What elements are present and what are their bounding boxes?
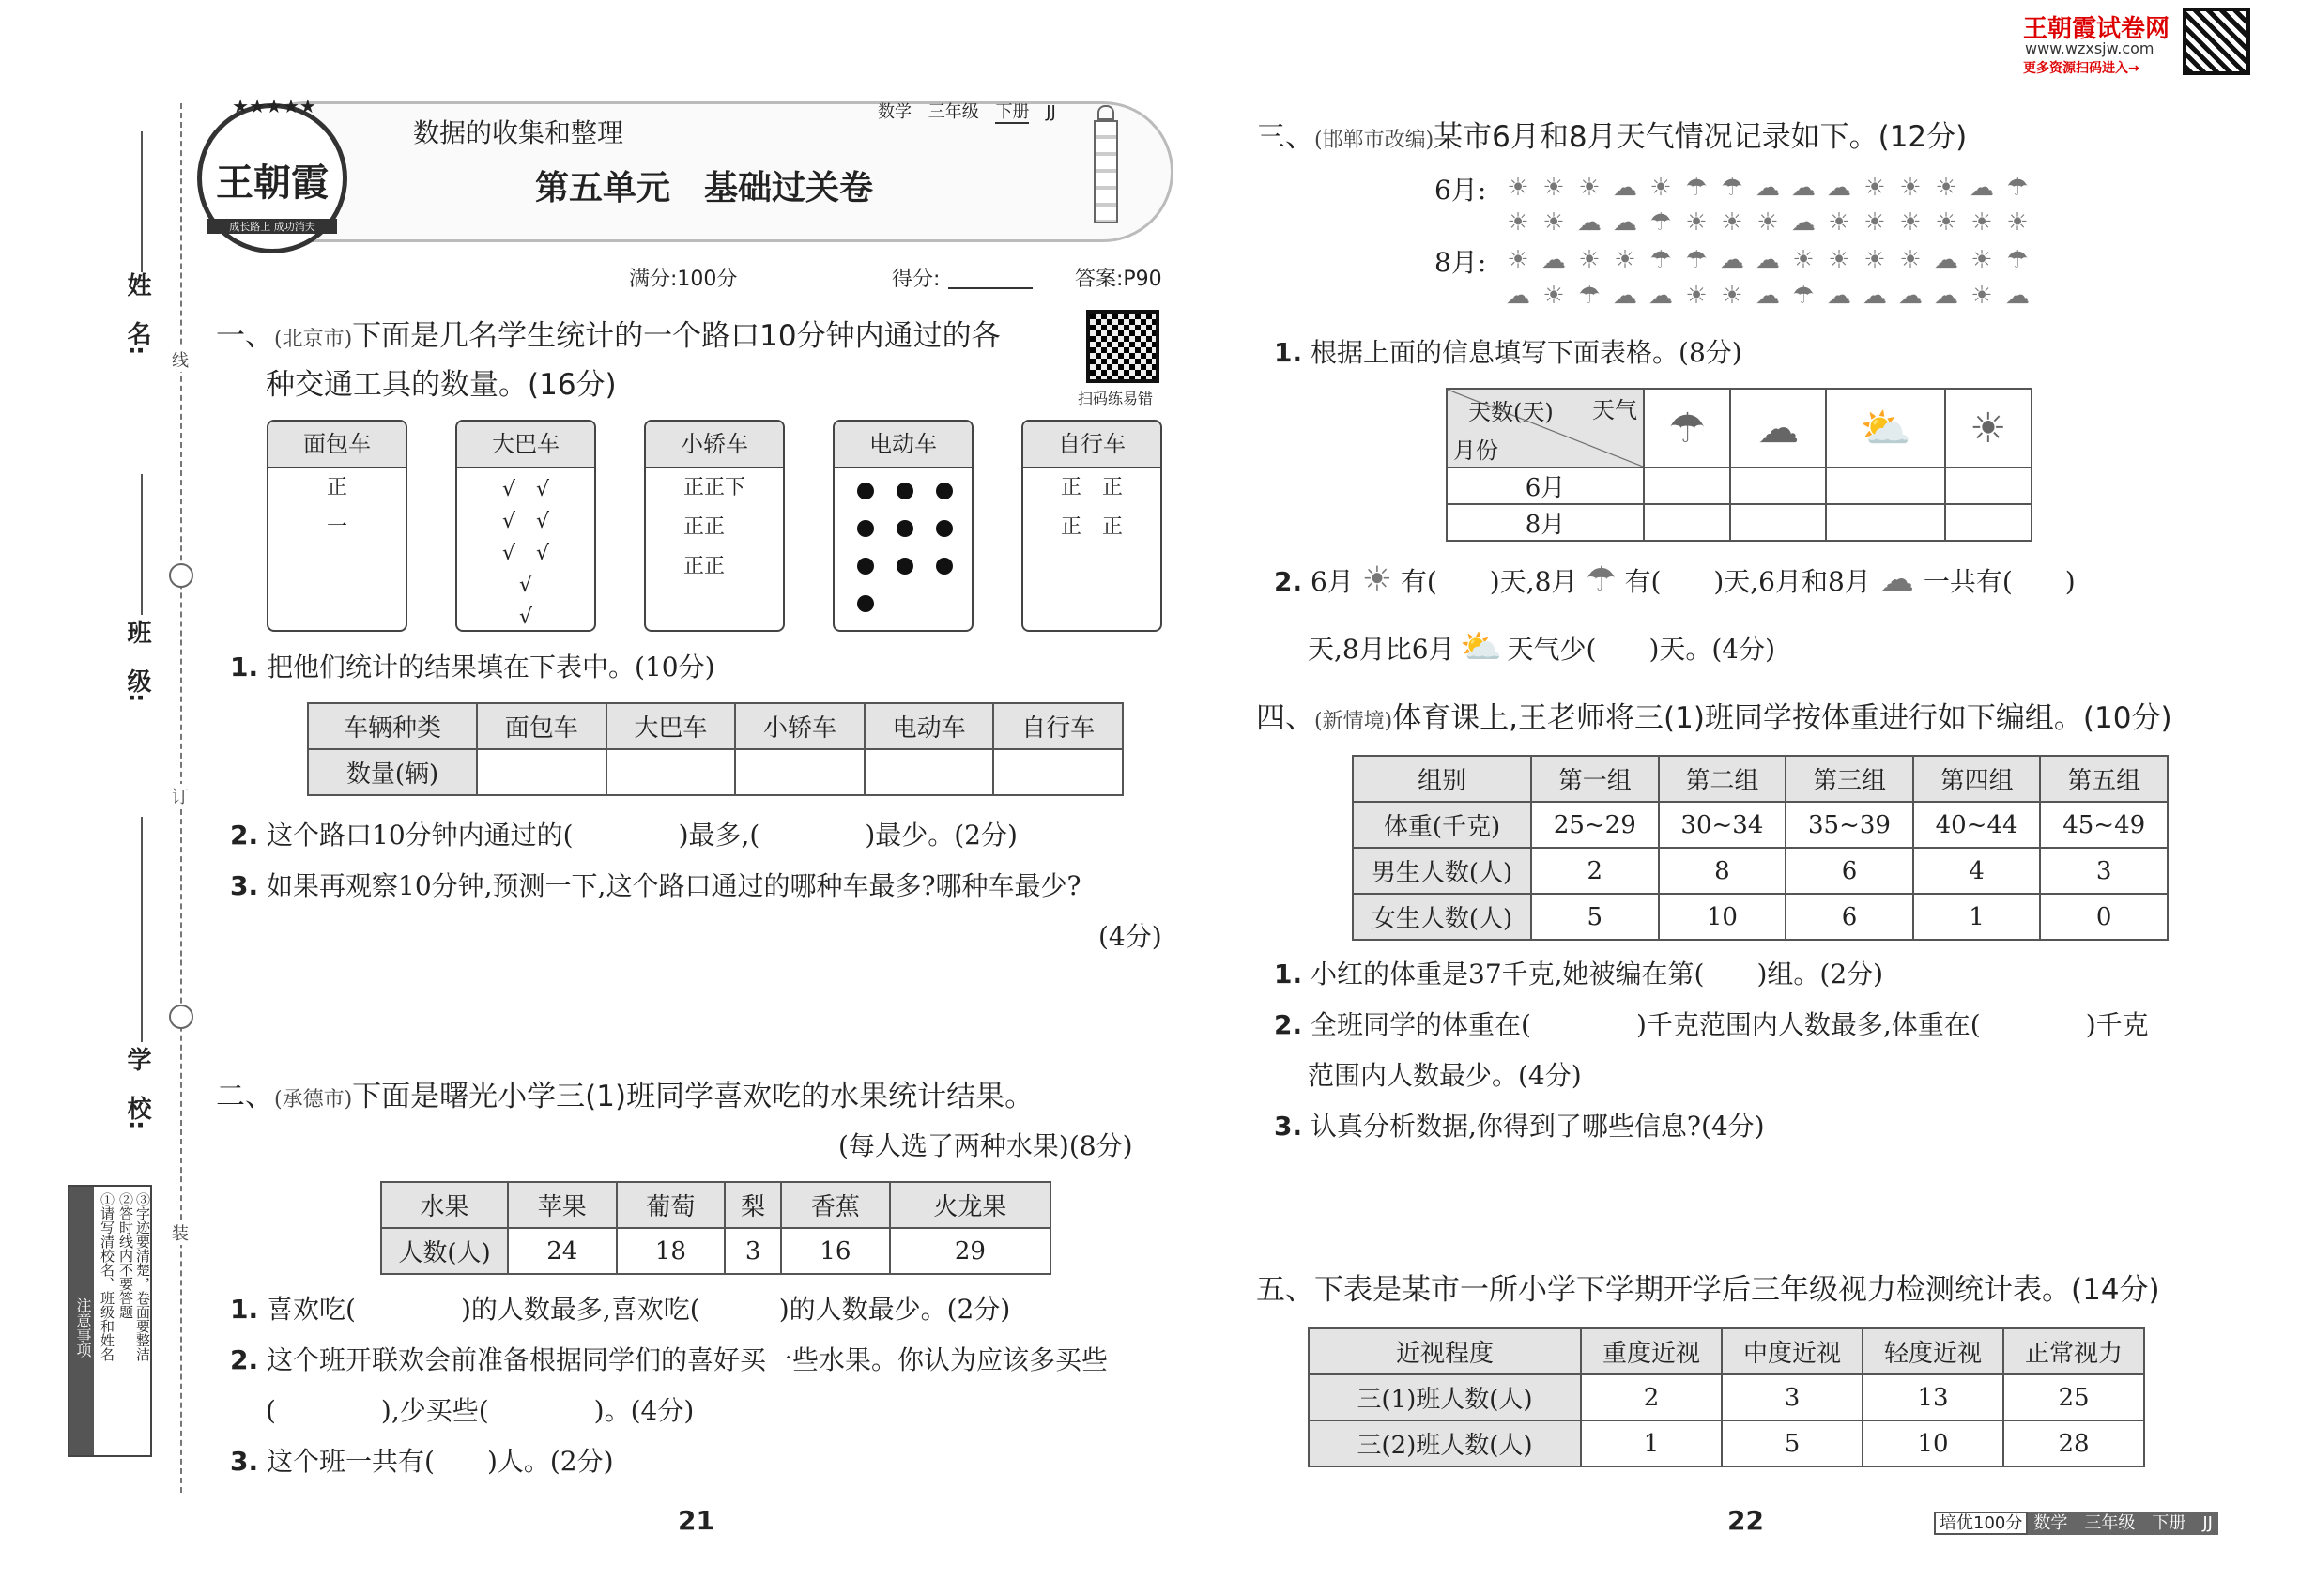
cell: 4	[1913, 848, 2041, 894]
logo-text: 王朝霞	[216, 161, 329, 205]
note-2: ②答时线内不要答题	[117, 1192, 134, 1319]
s1-heading	[216, 317, 1001, 359]
q-text: 这个班一共有( )人。(2分)	[267, 1446, 614, 1477]
card-minibus	[267, 420, 407, 632]
cell: 大巴车	[606, 703, 736, 749]
answer-cell[interactable]	[1826, 468, 1944, 504]
q-num: 2.	[1274, 566, 1303, 597]
cell: 3	[725, 1228, 781, 1274]
q-num: 1.	[1274, 337, 1303, 368]
s1-q3	[230, 869, 1081, 903]
q-text-4: 一共有( )	[1923, 566, 2076, 597]
card-ebike	[833, 420, 974, 632]
cell: 35~39	[1786, 802, 1913, 848]
s1-q2	[230, 819, 1018, 852]
answer-cell[interactable]	[1826, 504, 1944, 541]
sun-icon: ☀	[1542, 282, 1565, 310]
tag-edition: JJ	[1046, 102, 1056, 122]
card-tally: 正 一	[326, 476, 347, 539]
cell: 1	[1913, 894, 2041, 940]
rain-icon: ☂	[1721, 174, 1743, 202]
cell: 8	[1659, 848, 1786, 894]
cell: 30~34	[1659, 802, 1786, 848]
card-title: 自行车	[1023, 422, 1160, 468]
cell: 6	[1786, 848, 1913, 894]
brand-qr-icon[interactable]	[2183, 8, 2250, 75]
s5-text: 下表是某市一所小学下学期开学后三年级视力检测统计表。(14分)	[1314, 1273, 2160, 1307]
logo-stars-icon: ★★★★★	[232, 95, 316, 117]
s1-table	[307, 702, 1124, 796]
q-text: 如果再观察10分钟,预测一下,这个路口通过的哪种车最多?哪种车最少?	[267, 870, 1081, 901]
sun-icon: ☀	[1542, 208, 1565, 237]
tally-dot	[936, 558, 953, 575]
sun-icon: ☀	[1361, 560, 1392, 599]
cell: 24	[508, 1228, 617, 1274]
s4-q2-line2: 范围内人数最少。(4分)	[1308, 1060, 1582, 1091]
cell: 5	[1531, 894, 1659, 940]
cell: 中度近视	[1722, 1328, 1863, 1374]
s2-text: 下面是曙光小学三(1)班同学喜欢吃的水果统计结果。	[352, 1080, 1035, 1113]
cell: 电动车	[865, 703, 994, 749]
q-text: 小红的体重是37千克,她被编在第( )组。(2分)	[1311, 959, 1884, 990]
cell: 第四组	[1913, 756, 2041, 802]
cell: 0	[2040, 894, 2168, 940]
cut-mark-1: 线	[172, 347, 189, 372]
qr-caption: 扫码练易错	[1078, 390, 1154, 407]
sun-icon: ☀	[1685, 208, 1708, 237]
rain-icon: ☂	[1649, 246, 1672, 274]
cell: 29	[890, 1228, 1050, 1274]
rain-icon: ☂	[2006, 174, 2029, 202]
cut-mark-3: 装	[172, 1220, 189, 1245]
cloud-icon: ☁	[1934, 246, 1958, 274]
q-text-5: 天,8月比6月	[1308, 634, 1455, 665]
s1-text1: 下面是几名学生统计的一个路口10分钟内通过的各	[352, 319, 1001, 353]
cell: 轻度近视	[1863, 1328, 2003, 1374]
s5-table	[1308, 1327, 2145, 1467]
rain-icon: ☂	[1578, 282, 1601, 310]
cell: 25~29	[1531, 802, 1659, 848]
card-tally: √ √ √ √ √ √ √ √	[501, 478, 550, 629]
q-text: 认真分析数据,你得到了哪些信息?(4分)	[1311, 1111, 1765, 1142]
q-num: 3.	[1274, 1111, 1303, 1142]
card-car	[644, 420, 785, 632]
cloud-icon: ☁	[2005, 282, 2030, 310]
cell: 车辆种类	[308, 703, 477, 749]
sun-icon: ☀	[1721, 282, 1743, 310]
june-label: 6月:	[1434, 175, 1487, 206]
cell: 香蕉	[781, 1182, 890, 1228]
cell: 女生人数(人)	[1353, 894, 1531, 940]
sun-icon: ☀	[1614, 246, 1636, 274]
cloud-icon: ☁	[1898, 282, 1923, 310]
card-title: 大巴车	[457, 422, 594, 468]
sun-icon: ☀	[1899, 208, 1922, 237]
cell: 自行车	[993, 703, 1123, 749]
cloud-icon: ☁	[1613, 282, 1637, 310]
aug-weather-row-2	[1500, 282, 2035, 310]
q-text-2: 有( )天,8月	[1400, 566, 1578, 597]
q-num: 2.	[230, 820, 259, 851]
logo	[197, 95, 347, 253]
cut-mark-2: 订	[172, 784, 189, 808]
q-text: 全班同学的体重在( )千克范围内人数最多,体重在( )千克	[1311, 1009, 2149, 1040]
cell: 人数(人)	[381, 1228, 508, 1274]
card-bus	[455, 420, 596, 632]
q-text: 把他们统计的结果填在下表中。(10分)	[267, 652, 715, 683]
cloud-icon: ☁	[1970, 174, 1994, 202]
sun-icon: ☀	[1970, 246, 1993, 274]
cell: 数量(辆)	[308, 749, 477, 795]
cell: 25	[2003, 1374, 2144, 1420]
tally-dot	[897, 558, 913, 575]
note-3: ③字迹要清楚，卷面要整洁	[134, 1192, 151, 1361]
cell: 2	[1531, 848, 1659, 894]
notes-box	[68, 1185, 152, 1457]
s4-source: (新情境)	[1314, 710, 1393, 733]
s2-head: 二、	[216, 1080, 274, 1113]
rain-icon: ☂	[2006, 246, 2029, 274]
s4-heading	[1256, 699, 2172, 741]
tally-dot	[857, 558, 874, 575]
sun-icon: ☀	[1542, 174, 1565, 202]
cloud-icon: ☁	[1613, 174, 1637, 202]
corner-cell	[1447, 389, 1644, 468]
s3-head: 三、	[1256, 120, 1314, 154]
s4-head: 四、	[1256, 701, 1314, 735]
cell: 近视程度	[1309, 1328, 1581, 1374]
q-text-1: 6月	[1311, 566, 1354, 597]
s1-q3-score: (4分)	[1098, 921, 1162, 952]
s1-q1	[230, 651, 715, 684]
tally-dot	[857, 483, 874, 499]
sun-icon: ☀	[1649, 174, 1672, 202]
s4-text: 体育课上,王老师将三(1)班同学按体重进行如下编组。(10分)	[1392, 701, 2172, 735]
cell: 2	[1581, 1374, 1722, 1420]
tally-dot	[936, 520, 953, 537]
corner-month: 月份	[1453, 437, 1498, 464]
sun-icon: ☀	[1828, 208, 1850, 237]
cloud-icon: ☁	[1827, 282, 1851, 310]
corner-weather: 天气	[1592, 397, 1637, 423]
s2-q2-line2: ( ),少买些( )。(4分)	[266, 1395, 695, 1426]
footer-tag	[1934, 1510, 2218, 1534]
cell: 40~44	[1913, 802, 2041, 848]
rain-icon: ☂	[1792, 282, 1815, 310]
s5-head: 五、	[1256, 1273, 1314, 1307]
s2-q1	[230, 1293, 1010, 1327]
cloud-icon: ☁	[1863, 282, 1887, 310]
answer-cell[interactable]	[606, 749, 736, 795]
brand-name: 王朝霞试卷网	[2023, 15, 2170, 43]
q-text: 这个路口10分钟内通过的( )最多,( )最少。(2分)	[267, 820, 1018, 851]
cloud-icon: ☁	[1756, 246, 1780, 274]
sun-icon: ☀	[1863, 208, 1886, 237]
cell: 正常视力	[2003, 1328, 2144, 1374]
partly-sunny-icon: ⛅	[1460, 628, 1502, 667]
rain-icon: ☂	[1586, 560, 1617, 599]
lighthouse-icon	[1089, 105, 1123, 227]
answer-cell[interactable]	[865, 749, 994, 795]
sun-icon: ☀	[1828, 246, 1850, 274]
sun-icon: ☀	[1578, 246, 1601, 274]
s4-q3	[1274, 1110, 1765, 1143]
s4-q2	[1274, 1008, 2149, 1042]
cell: 火龙果	[890, 1182, 1050, 1228]
tally-dot	[897, 483, 913, 499]
sun-icon: ☀	[1935, 208, 1957, 237]
rain-icon: ☂	[1685, 246, 1708, 274]
s2-table	[380, 1181, 1051, 1275]
cloud-icon: ☁	[1791, 174, 1816, 202]
cloud-icon: ☁	[1730, 389, 1826, 468]
cloud-icon: ☁	[1506, 282, 1530, 310]
cloud-icon: ☁	[1934, 282, 1958, 310]
cell: 28	[2003, 1420, 2144, 1466]
q-num: 3.	[230, 1446, 259, 1477]
cell: 男生人数(人)	[1353, 848, 1531, 894]
card-title: 面包车	[268, 422, 406, 468]
cell: 8月	[1447, 504, 1644, 541]
rain-icon: ☂	[1644, 389, 1730, 468]
s3-table	[1446, 388, 2032, 542]
tag-term: 下册	[995, 102, 1030, 122]
footer-series: 培优100分	[1934, 1512, 2028, 1535]
cell: 第五组	[2040, 756, 2168, 802]
cell: 3	[2040, 848, 2168, 894]
q-text: 根据上面的信息填写下面表格。(8分)	[1311, 337, 1742, 368]
cell: 6	[1786, 894, 1913, 940]
footer-tags: 数学 三年级 下册 JJ	[2028, 1512, 2218, 1535]
cell: 16	[781, 1228, 890, 1274]
notes-title: 注意事项	[69, 1187, 94, 1455]
cell: 13	[1863, 1374, 2003, 1420]
card-title: 电动车	[835, 422, 972, 468]
cloud-icon: ☁	[1613, 208, 1637, 237]
s4-table	[1352, 755, 2169, 941]
aug-weather-row-1	[1500, 246, 2035, 274]
sun-icon: ☀	[1935, 174, 1957, 202]
score-label: 得分:	[892, 268, 941, 291]
cloud-icon: ☁	[1756, 174, 1780, 202]
aug-label: 8月:	[1434, 247, 1487, 278]
cell: 体重(千克)	[1353, 802, 1531, 848]
cloud-icon: ☁	[1879, 560, 1914, 599]
q-num: 2.	[230, 1344, 259, 1375]
card-bicycle	[1021, 420, 1162, 632]
class-label: 班 级:	[123, 620, 151, 703]
s2-note: (每人选了两种水果)(8分)	[838, 1130, 1133, 1161]
sun-icon: ☀	[1792, 246, 1815, 274]
card-tally: 正正下 正正 正正	[682, 476, 745, 578]
note-1: ①请写清校名、班级和姓名	[99, 1192, 115, 1361]
page-number-right: 22	[1727, 1505, 1764, 1536]
page-number-left: 21	[678, 1505, 714, 1536]
s3-q2	[1274, 560, 2076, 599]
sun-icon: ☀	[1863, 174, 1886, 202]
name-label: 姓 名:	[123, 272, 151, 356]
cell: 6月	[1447, 468, 1644, 504]
q-text-3: 有( )天,6月和8月	[1624, 566, 1871, 597]
brand-tagline: 更多资源扫码进入→	[2023, 61, 2139, 76]
school-field[interactable]	[141, 817, 143, 1042]
q-text: 喜欢吃( )的人数最多,喜欢吃( )的人数最少。(2分)	[267, 1294, 1011, 1325]
tally-dot	[897, 520, 913, 537]
sun-icon: ☀	[1970, 208, 1993, 237]
tally-dot	[857, 520, 874, 537]
cell: 重度近视	[1581, 1328, 1722, 1374]
cloud-icon: ☁	[1720, 246, 1744, 274]
cloud-icon: ☁	[1541, 246, 1566, 274]
cell: 第一组	[1531, 756, 1659, 802]
s1-source: (北京市)	[274, 328, 353, 351]
binding-hole-1	[169, 563, 193, 588]
cell: 组别	[1353, 756, 1531, 802]
dot-tally	[835, 468, 972, 622]
answer-cell[interactable]	[1945, 468, 2032, 504]
answer-cell[interactable]	[735, 749, 865, 795]
cell: 第三组	[1786, 756, 1913, 802]
card-title: 小轿车	[646, 422, 783, 468]
june-weather-row-2	[1500, 208, 2035, 237]
cloud-icon: ☁	[1577, 208, 1602, 237]
s3-text: 某市6月和8月天气情况记录如下。(12分)	[1434, 120, 1968, 154]
tally-dot	[936, 483, 953, 499]
tag-grade: 三年级	[928, 102, 979, 122]
rain-icon: ☂	[1685, 174, 1708, 202]
brand-url: www.wzxsjw.com	[2025, 39, 2154, 57]
cell: 10	[1659, 894, 1786, 940]
cloud-icon: ☁	[1648, 282, 1673, 310]
logo-ribbon: 成长路上 成功消夫	[207, 219, 337, 234]
answer-cell[interactable]	[477, 749, 606, 795]
answer-ref: 答案:P90	[1075, 268, 1162, 291]
q-num: 3.	[230, 870, 259, 901]
sun-icon: ☀	[1863, 246, 1886, 274]
s4-q1	[1274, 958, 1883, 991]
page-title: 第五单元 基础过关卷	[535, 169, 874, 207]
answer-cell[interactable]	[1644, 504, 1730, 541]
sun-icon: ☀	[1945, 389, 2032, 468]
q-num: 2.	[1274, 1009, 1303, 1040]
cell: 梨	[725, 1182, 781, 1228]
s2-heading	[216, 1078, 1034, 1119]
cell: 45~49	[2040, 802, 2168, 848]
class-field[interactable]	[141, 474, 143, 615]
subject-tags	[878, 99, 1056, 123]
q-num: 1.	[230, 1294, 259, 1325]
answer-cell[interactable]	[993, 749, 1123, 795]
sun-icon: ☀	[1899, 174, 1922, 202]
q-text: 这个班开联欢会前准备根据同学们的喜好买一些水果。你认为应该多买些	[267, 1344, 1109, 1375]
sun-icon: ☀	[1899, 246, 1922, 274]
partly-sunny-icon: ⛅	[1826, 389, 1944, 468]
card-tally: 正 正 正 正	[1060, 476, 1123, 539]
cell: 面包车	[477, 703, 606, 749]
sun-icon: ☀	[1756, 208, 1779, 237]
cell: 三(1)班人数(人)	[1309, 1374, 1581, 1420]
s2-q2	[230, 1343, 1108, 1377]
sun-icon: ☀	[1507, 174, 1529, 202]
s3-q1	[1274, 336, 1742, 370]
s2-q3	[230, 1445, 614, 1479]
cell: 3	[1722, 1374, 1863, 1420]
tag-subject: 数学	[878, 102, 912, 122]
s3-source: (邯郸市改编)	[1314, 129, 1434, 152]
answer-cell[interactable]	[1730, 504, 1826, 541]
cell: 水果	[381, 1182, 508, 1228]
sun-icon: ☀	[1721, 208, 1743, 237]
answer-cell[interactable]	[1945, 504, 2032, 541]
cloud-icon: ☁	[1827, 174, 1851, 202]
sun-icon: ☀	[1507, 208, 1529, 237]
answer-cell[interactable]	[1644, 468, 1730, 504]
june-weather-row-1	[1500, 174, 2035, 202]
sun-icon: ☀	[1578, 174, 1601, 202]
s3-q2-line2	[1308, 628, 1776, 667]
school-label: 学 校:	[123, 1047, 151, 1130]
rain-icon: ☂	[1649, 208, 1672, 237]
cloud-icon: ☁	[1756, 282, 1780, 310]
cell: 1	[1581, 1420, 1722, 1466]
sun-icon: ☀	[1970, 282, 1993, 310]
binding-hole-2	[169, 1005, 193, 1029]
q-num: 1.	[230, 652, 259, 683]
score-field[interactable]	[948, 287, 1033, 289]
answer-cell[interactable]	[1730, 468, 1826, 504]
topic-title: 数据的收集和整理	[413, 117, 624, 148]
sun-icon: ☀	[2006, 208, 2029, 237]
cell: 第二组	[1659, 756, 1786, 802]
sun-icon: ☀	[1507, 246, 1529, 274]
cell: 5	[1722, 1420, 1863, 1466]
q-num: 1.	[1274, 959, 1303, 990]
s3-heading	[1256, 118, 1967, 160]
cell: 葡萄	[617, 1182, 726, 1228]
cell: 苹果	[508, 1182, 617, 1228]
cell: 10	[1863, 1420, 2003, 1466]
corner-days: 天数(天)	[1468, 399, 1554, 425]
s5-heading	[1256, 1271, 2160, 1309]
s2-source: (承德市)	[274, 1088, 353, 1112]
full-score: 满分:100分	[629, 268, 738, 291]
s1-head: 一、	[216, 319, 274, 353]
cell: 三(2)班人数(人)	[1309, 1420, 1581, 1466]
cell: 小轿车	[735, 703, 865, 749]
sun-icon: ☀	[1685, 282, 1708, 310]
cloud-icon: ☁	[1791, 208, 1816, 237]
s1-text2: 种交通工具的数量。(16分)	[266, 368, 617, 402]
qr-code-icon[interactable]	[1086, 310, 1159, 383]
cell: 18	[617, 1228, 726, 1274]
tally-dot	[857, 595, 874, 612]
name-field[interactable]	[141, 131, 143, 272]
q-text-6: 天气少( )天。(4分)	[1507, 634, 1776, 665]
